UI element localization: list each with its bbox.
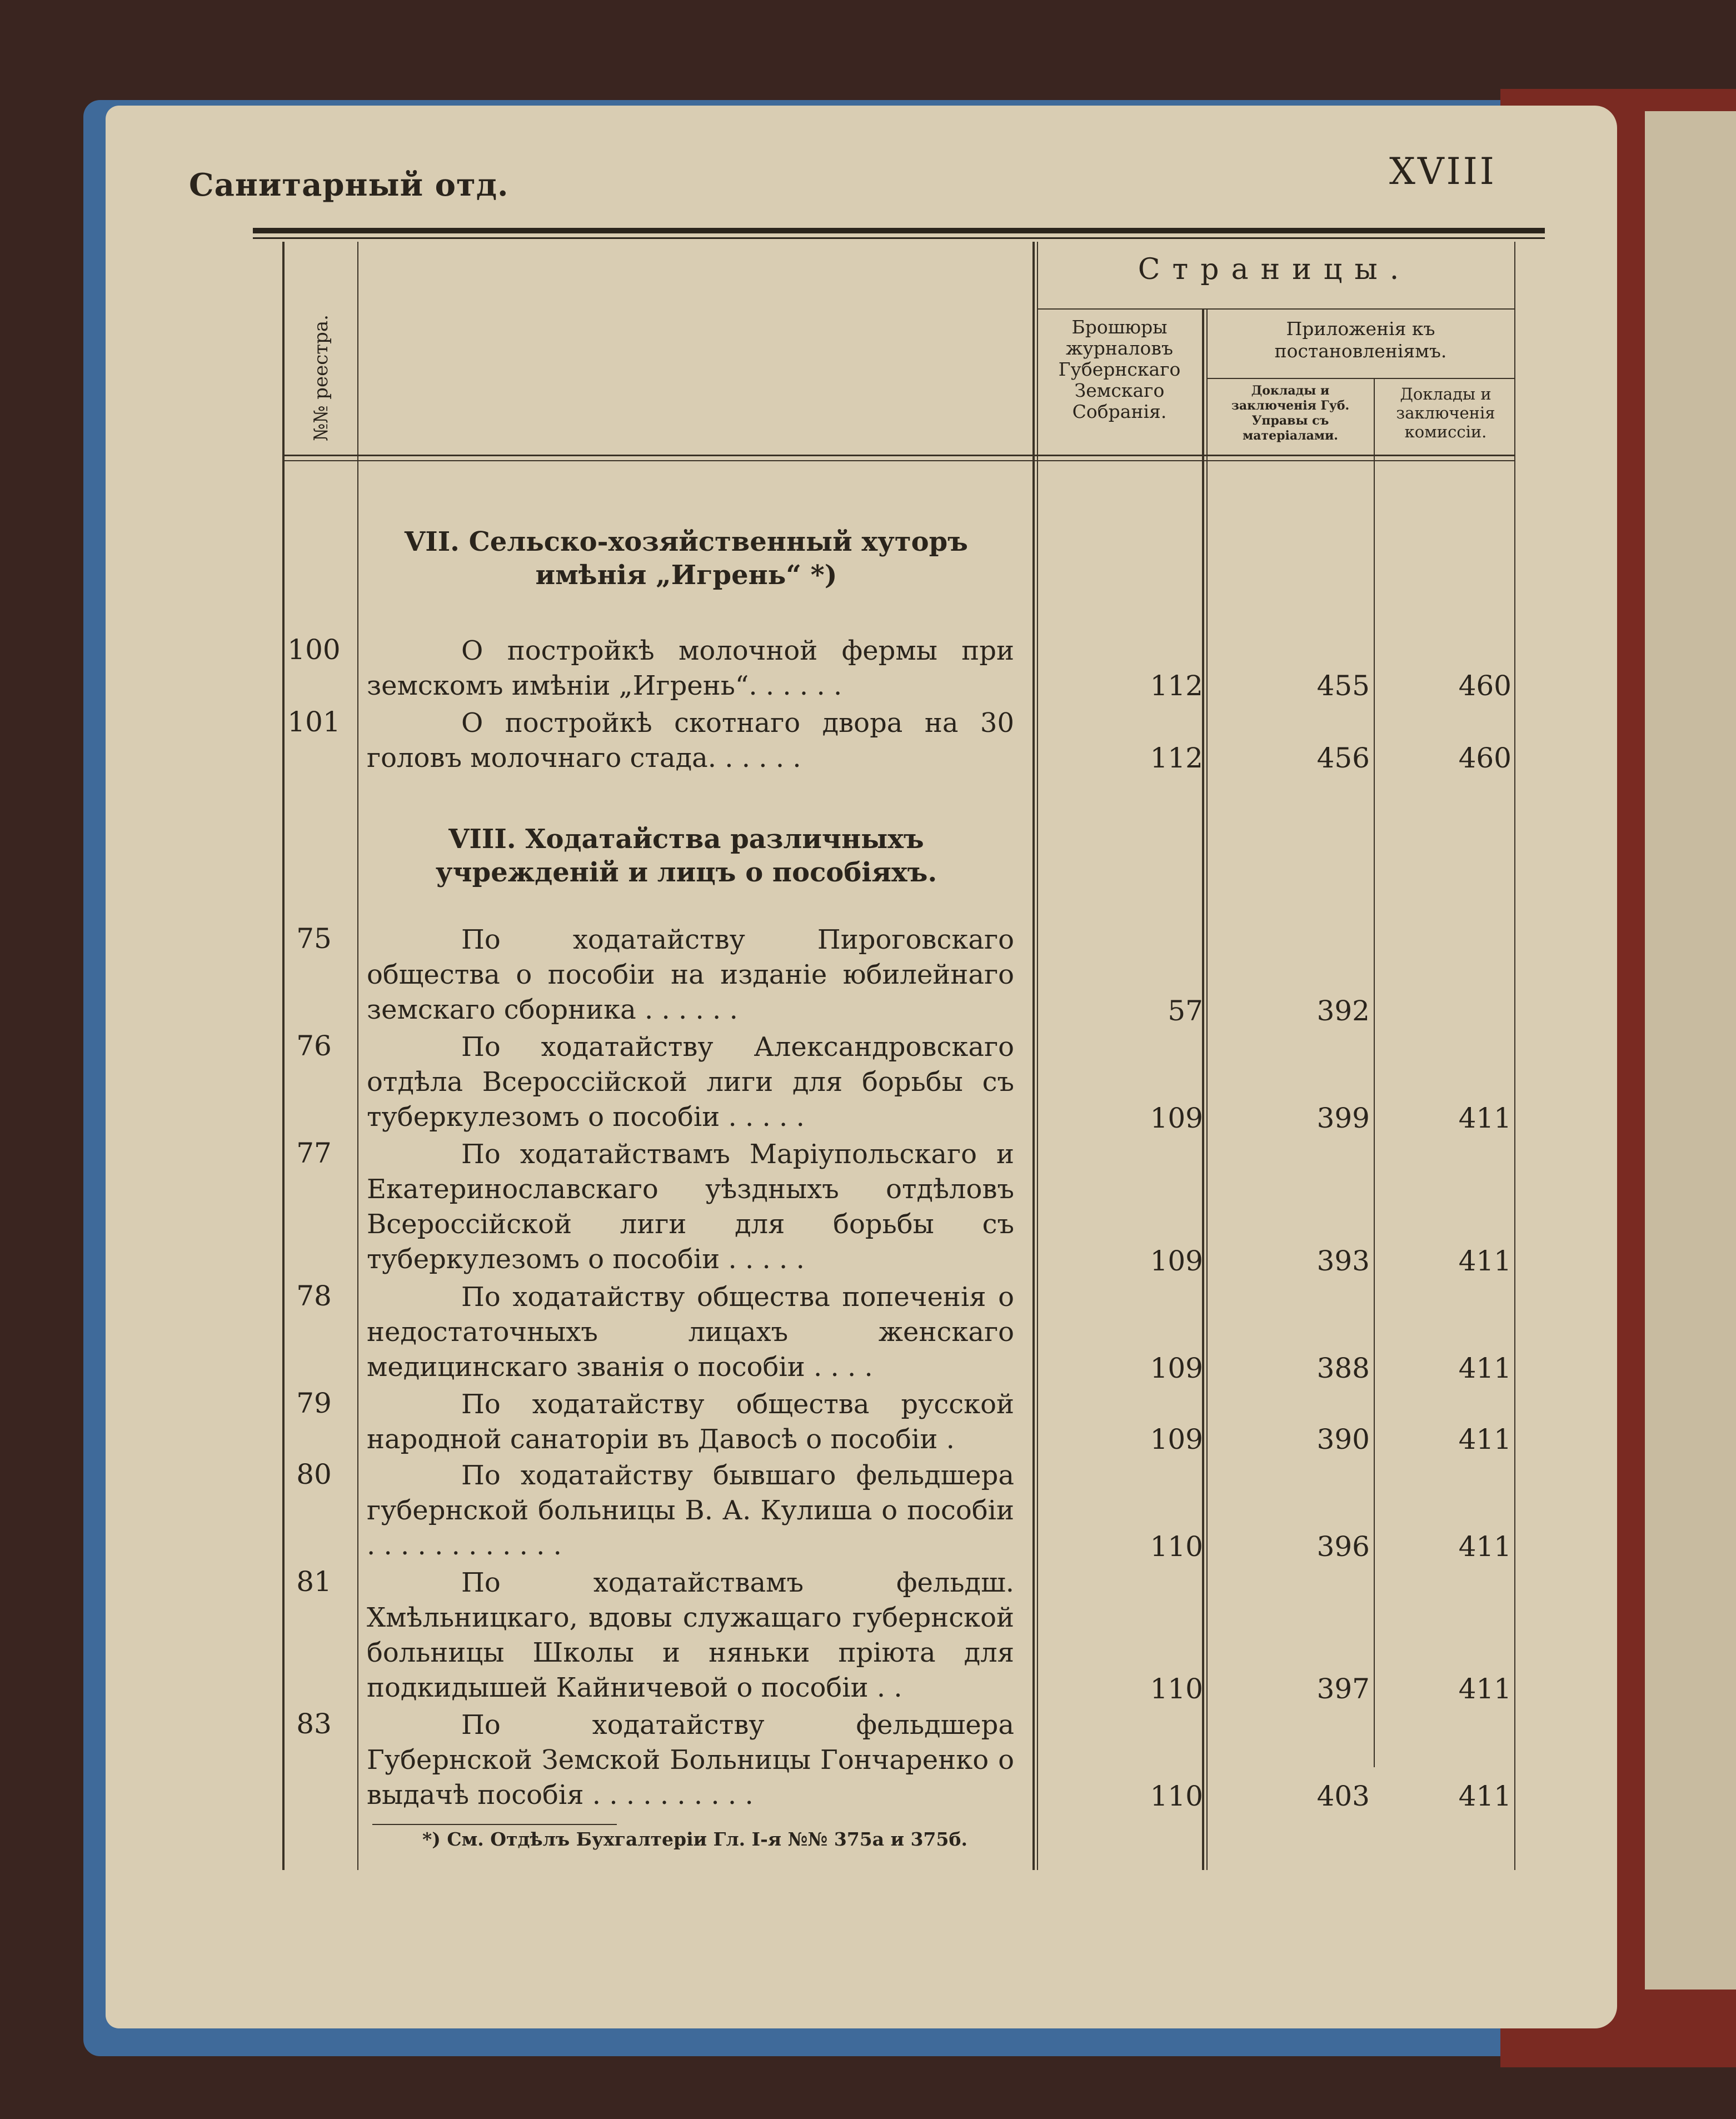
page-komissii: 460 (1458, 742, 1511, 774)
page-komissii: 411 (1458, 1530, 1511, 1563)
page-upravy: 392 (1316, 995, 1370, 1027)
entry-text: По ходатайству Пироговскаго общества о пособіи на изданіе юбилейнаго земскаго сборника . . . . . . (367, 924, 1014, 1025)
page-upravy: 390 (1316, 1423, 1370, 1455)
page-broshury: 110 (1150, 1530, 1203, 1563)
registry-number: 80 (296, 1458, 332, 1490)
registry-number: 79 (296, 1387, 332, 1419)
entry-text: О постройкѣ молочной фермы при земскомъ имѣніи „Игрень“. . . . . . (367, 635, 1014, 701)
page-broshury: 109 (1150, 1352, 1203, 1384)
page-folio: XVIII (1389, 150, 1496, 193)
section-title: VII. Сельско-хозяйственный хуторъ имѣнія „Игрень“ *) (405, 526, 968, 591)
page-broshury: 109 (1150, 1423, 1203, 1455)
column-divider-reestr (357, 242, 358, 1870)
registry-number: 101 (287, 706, 341, 738)
page-komissii: 411 (1458, 1352, 1511, 1384)
column-header-doklady-upravy: Доклады и заключенія Губ. Управы съ матеріалами. (1231, 383, 1350, 443)
page-komissii: 411 (1458, 1423, 1511, 1455)
entry-text: По ходатайству бывшаго фельдшера губернской больницы В. А. Кулиша о пособіи . . . . . . . . . . . . (367, 1460, 1014, 1561)
page-broshury: 109 (1150, 1102, 1203, 1134)
page-upravy: 388 (1316, 1352, 1370, 1384)
column-header-broshury: Брошюры журналовъ Губернскаго Земскаго Собранія. (1058, 316, 1181, 422)
page-komissii: 411 (1458, 1102, 1511, 1134)
page-broshury: 109 (1150, 1245, 1203, 1277)
footnote: *) См. Отдѣлъ Бухгалтеріи Гл. I-я №№ 375а и 375б. (422, 1828, 967, 1850)
registry-number: 83 (296, 1708, 332, 1740)
page-komissii: 411 (1458, 1673, 1511, 1705)
column-header-pages: Страницы. (1138, 253, 1411, 286)
page-upravy: 403 (1316, 1780, 1370, 1812)
header-rule-prilozh (1206, 378, 1514, 379)
registry-number: 100 (287, 634, 341, 666)
header-rule-pages (1037, 308, 1514, 310)
page-upravy: 393 (1316, 1245, 1370, 1277)
entry-text: О постройкѣ скотнаго двора на 30 головъ молочнаго стада. . . . . . (367, 707, 1014, 774)
entry-text: По ходатайствамъ Маріупольскаго и Екатеринославскаго уѣздныхъ отдѣловъ Всероссійской лиги для борьбы съ туберкулезомъ о пособіи . . . . . (367, 1139, 1014, 1275)
entry-text: По ходатайству общества русской народной санаторіи въ Давосѣ о пособіи . (367, 1389, 1014, 1455)
column-divider-broshury (1202, 308, 1204, 1870)
page-broshury: 110 (1150, 1673, 1203, 1705)
page-komissii: 411 (1458, 1780, 1511, 1812)
page-upravy: 396 (1316, 1530, 1370, 1563)
header-bottom-rule (282, 455, 1514, 456)
page-komissii: 411 (1458, 1245, 1511, 1277)
page-broshury: 112 (1150, 742, 1203, 774)
page-broshury: 112 (1150, 670, 1203, 702)
page-broshury: 110 (1150, 1780, 1203, 1812)
page-upravy: 456 (1316, 742, 1370, 774)
column-divider-text-double (1037, 242, 1038, 1870)
registry-number: 78 (296, 1280, 332, 1312)
page-upravy: 399 (1316, 1102, 1370, 1134)
page-komissii: 460 (1458, 670, 1511, 702)
registry-number: 75 (296, 923, 332, 955)
registry-number: 77 (296, 1137, 332, 1169)
registry-number: 76 (296, 1030, 332, 1062)
footnote-rule (372, 1824, 617, 1825)
column-divider-doklady (1374, 378, 1375, 1767)
facing-page-edge (1645, 111, 1736, 1990)
running-head: Санитарный отд. (189, 167, 509, 203)
column-divider-text (1032, 242, 1035, 1870)
entry-text: По ходатайствамъ фельдш. Хмѣльницкаго, вдовы служащаго губернской больницы Школы и няньки пріюта для подкидышей Кайничевой о пособіи . . (367, 1567, 1014, 1703)
entry-text: По ходатайству общества попеченія о недостаточныхъ лицахъ женскаго медицинскаго званія о пособіи . . . . (367, 1282, 1014, 1383)
column-header-prilozheniya: Приложенія къ постановленіямъ. (1274, 318, 1447, 362)
column-header-doklady-komissii: Доклады и заключенія комиссіи. (1396, 385, 1495, 441)
page-upravy: 455 (1316, 670, 1370, 702)
table-border-right (1514, 242, 1515, 1870)
entry-text: По ходатайству Александровскаго отдѣла Всероссійской лиги для борьбы съ туберкулезомъ о пособіи . . . . . (367, 1031, 1014, 1133)
header-bottom-rule-double (282, 460, 1514, 461)
page-upravy: 397 (1316, 1673, 1370, 1705)
header-rule-thin (253, 237, 1545, 239)
header-rule (253, 228, 1545, 233)
column-divider-broshury-double (1206, 308, 1208, 1870)
page-broshury: 57 (1168, 995, 1203, 1027)
section-title: VIII. Ходатайства различныхъ учрежденій и лицъ о пособіяхъ. (435, 824, 937, 888)
entry-text: По ходатайству фельдшера Губернской Земской Больницы Гончаренко о выдачѣ пособія . . . . . . . . . . (367, 1709, 1014, 1811)
registry-number: 81 (296, 1565, 332, 1598)
column-header-reestr: №№ реестра. (310, 315, 333, 441)
